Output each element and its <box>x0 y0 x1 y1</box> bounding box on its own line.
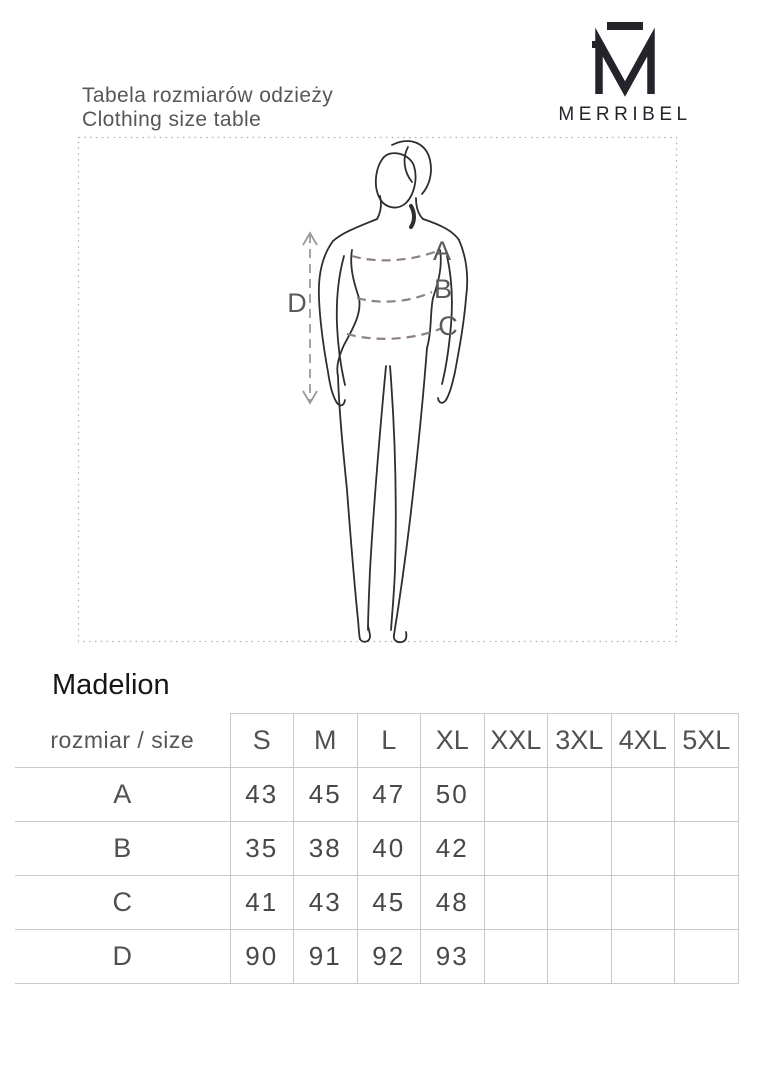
size-col-header-xl: XL <box>421 714 485 768</box>
size-value-cell <box>611 876 675 930</box>
size-value-cell <box>548 930 612 984</box>
size-col-header-xxl: XXL <box>484 714 548 768</box>
size-value-cell <box>675 876 739 930</box>
page-title <box>82 84 333 132</box>
brand-logo <box>545 15 705 126</box>
size-value-cell: 50 <box>421 768 485 822</box>
size-value-cell <box>484 822 548 876</box>
size-value-cell <box>675 822 739 876</box>
table-row-a <box>15 768 738 822</box>
size-value-cell: 43 <box>230 768 294 822</box>
size-value-cell <box>675 768 739 822</box>
size-col-header-m: M <box>294 714 358 768</box>
size-value-cell <box>548 822 612 876</box>
row-label: C <box>15 876 230 930</box>
size-col-header-4xl: 4XL <box>611 714 675 768</box>
size-value-cell: 42 <box>421 822 485 876</box>
size-value-cell <box>675 930 739 984</box>
size-value-cell: 35 <box>230 822 294 876</box>
size-value-cell <box>611 822 675 876</box>
size-value-cell: 40 <box>357 822 421 876</box>
size-value-cell: 93 <box>421 930 485 984</box>
label-b: B <box>433 274 453 304</box>
title-english: Clothing size table <box>82 108 262 131</box>
size-value-cell: 41 <box>230 876 294 930</box>
size-value-cell <box>611 768 675 822</box>
size-value-cell <box>548 768 612 822</box>
size-value-cell <box>484 876 548 930</box>
size-value-cell: 48 <box>421 876 485 930</box>
size-value-cell: 43 <box>294 876 358 930</box>
waist-line <box>357 292 432 302</box>
size-value-cell <box>611 930 675 984</box>
size-value-cell: 91 <box>294 930 358 984</box>
product-name: Madelion <box>52 669 170 701</box>
size-value-cell <box>484 768 548 822</box>
size-col-header-l: L <box>357 714 421 768</box>
size-value-cell: 90 <box>230 930 294 984</box>
female-figure-line-art <box>319 141 467 642</box>
size-value-cell: 45 <box>357 876 421 930</box>
size-col-header-3xl: 3XL <box>548 714 612 768</box>
row-label: D <box>15 930 230 984</box>
title-polish: Tabela rozmiarów odzieży <box>82 84 334 107</box>
table-row-b <box>15 822 738 876</box>
brand-name: MERRIBEL <box>558 104 692 125</box>
size-value-cell: 47 <box>357 768 421 822</box>
row-label: B <box>15 822 230 876</box>
size-value-cell <box>548 876 612 930</box>
merribel-m-logo-icon <box>545 15 705 100</box>
size-col-header-5xl: 5XL <box>675 714 739 768</box>
corner-label: rozmiar / size <box>15 714 230 768</box>
label-c: C <box>438 311 458 341</box>
table-row-c <box>15 876 738 930</box>
label-a: A <box>432 236 452 266</box>
size-value-cell: 38 <box>294 822 358 876</box>
measurement-dashed-lines <box>347 250 442 339</box>
hip-line <box>347 328 442 339</box>
size-col-header-s: S <box>230 714 294 768</box>
row-label: A <box>15 768 230 822</box>
dotted-border <box>79 138 677 642</box>
size-value-cell: 45 <box>294 768 358 822</box>
size-value-cell <box>484 930 548 984</box>
length-arrow <box>303 233 317 403</box>
bust-line <box>352 250 440 260</box>
figure-illustration <box>70 130 690 650</box>
size-table <box>15 713 739 984</box>
size-table-header-row <box>15 714 738 768</box>
table-row-d <box>15 930 738 984</box>
label-d: D <box>287 288 307 318</box>
size-value-cell: 92 <box>357 930 421 984</box>
